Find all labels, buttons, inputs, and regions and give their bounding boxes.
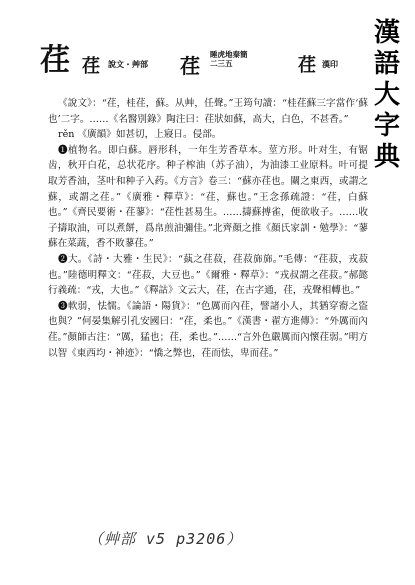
seal-script-glyph: 荏	[82, 56, 100, 77]
seal-glyph: 荏	[298, 55, 316, 76]
title-char: 大	[373, 80, 400, 110]
glyph-source-label: 睡虎地秦簡二三五	[210, 50, 248, 68]
title-char: 漢	[373, 18, 400, 48]
title-char: 字	[373, 111, 400, 141]
shuowen-citation: 《說文》：“荏，桂荏，蘇。从艸，任聲。”王筠句讀：“桂荏蘇三字當作‘蘇也’二字。……《名醫別錄》陶注曰：荏狀如蘇，高大，白色，不甚香。”	[48, 98, 368, 125]
sense-2: ❷大。《詩・大雅・生民》：“蓺之荏菽，荏菽旆旆。”毛傳：“荏菽，戎菽也。”陸德明釋文：“荏菽，大豆也。”《爾雅・釋草》：“戎叔謂之荏菽。”郝懿行義疏：“戎，大也。”《釋詁》文云大，荏，在古字通，荏，戎聲相轉也。”	[48, 253, 368, 297]
entry-header	[40, 43, 370, 78]
title-char: 典	[373, 142, 400, 172]
headword: 荏	[40, 43, 70, 78]
pronunciation-line: rěn 《廣韻》如甚切，上寢日。侵部。	[58, 129, 222, 141]
handwritten-reference: （艸部 v5 p3206）	[88, 530, 243, 548]
bamboo-slip-glyph: 荏	[180, 54, 200, 78]
entry-body	[48, 96, 368, 361]
sense-3: ❸軟弱，怯懦。《論語・陽貨》：“色厲而內荏，譬諸小人，其猶穿窬之盜也與？”何晏集解引孔安國曰：“荏，柔也。”《漢書・翟方進傳》：“外厲而內荏。”顏師古注：“厲，猛也；荏，柔也。”……“言外色嚴厲而內懷荏弱。”明方以智《東西均・神迹》：“憍之弊也，荏而怯，卑而荏。”	[48, 300, 368, 359]
dictionary-title	[370, 18, 404, 173]
sense-1: ❶植物名。即白蘇。唇形科，一年生芳香草本。莖方形。叶对生，有锯齿，秋开白花，总状花序。种子榨油（苏子油），为油漆工业原料。叶可提取芳香油，茎叶和种子入药。《方言》卷三：“蘇亦荏也。關之東西，或謂之蘇，或謂之荏。”《廣雅・釋草》：“荏，蘇也。”王念孫疏證：“荏，白蘇也。”《齊民要術・荏蓼》：“荏性甚易生。……擣蘇搏雀，便欲收子。……收子擣取油，可以煮餅，爲帛煎油彌佳。”北齊顏之推《顏氏家訓・勉學》：“蓼蘇在菜蔬，香不敗蓼荏。”	[48, 144, 368, 250]
glyph-source-label: 漢印	[322, 59, 338, 69]
glyph-source-label: 說文・艸部	[108, 59, 148, 69]
title-char: 語	[373, 49, 400, 79]
